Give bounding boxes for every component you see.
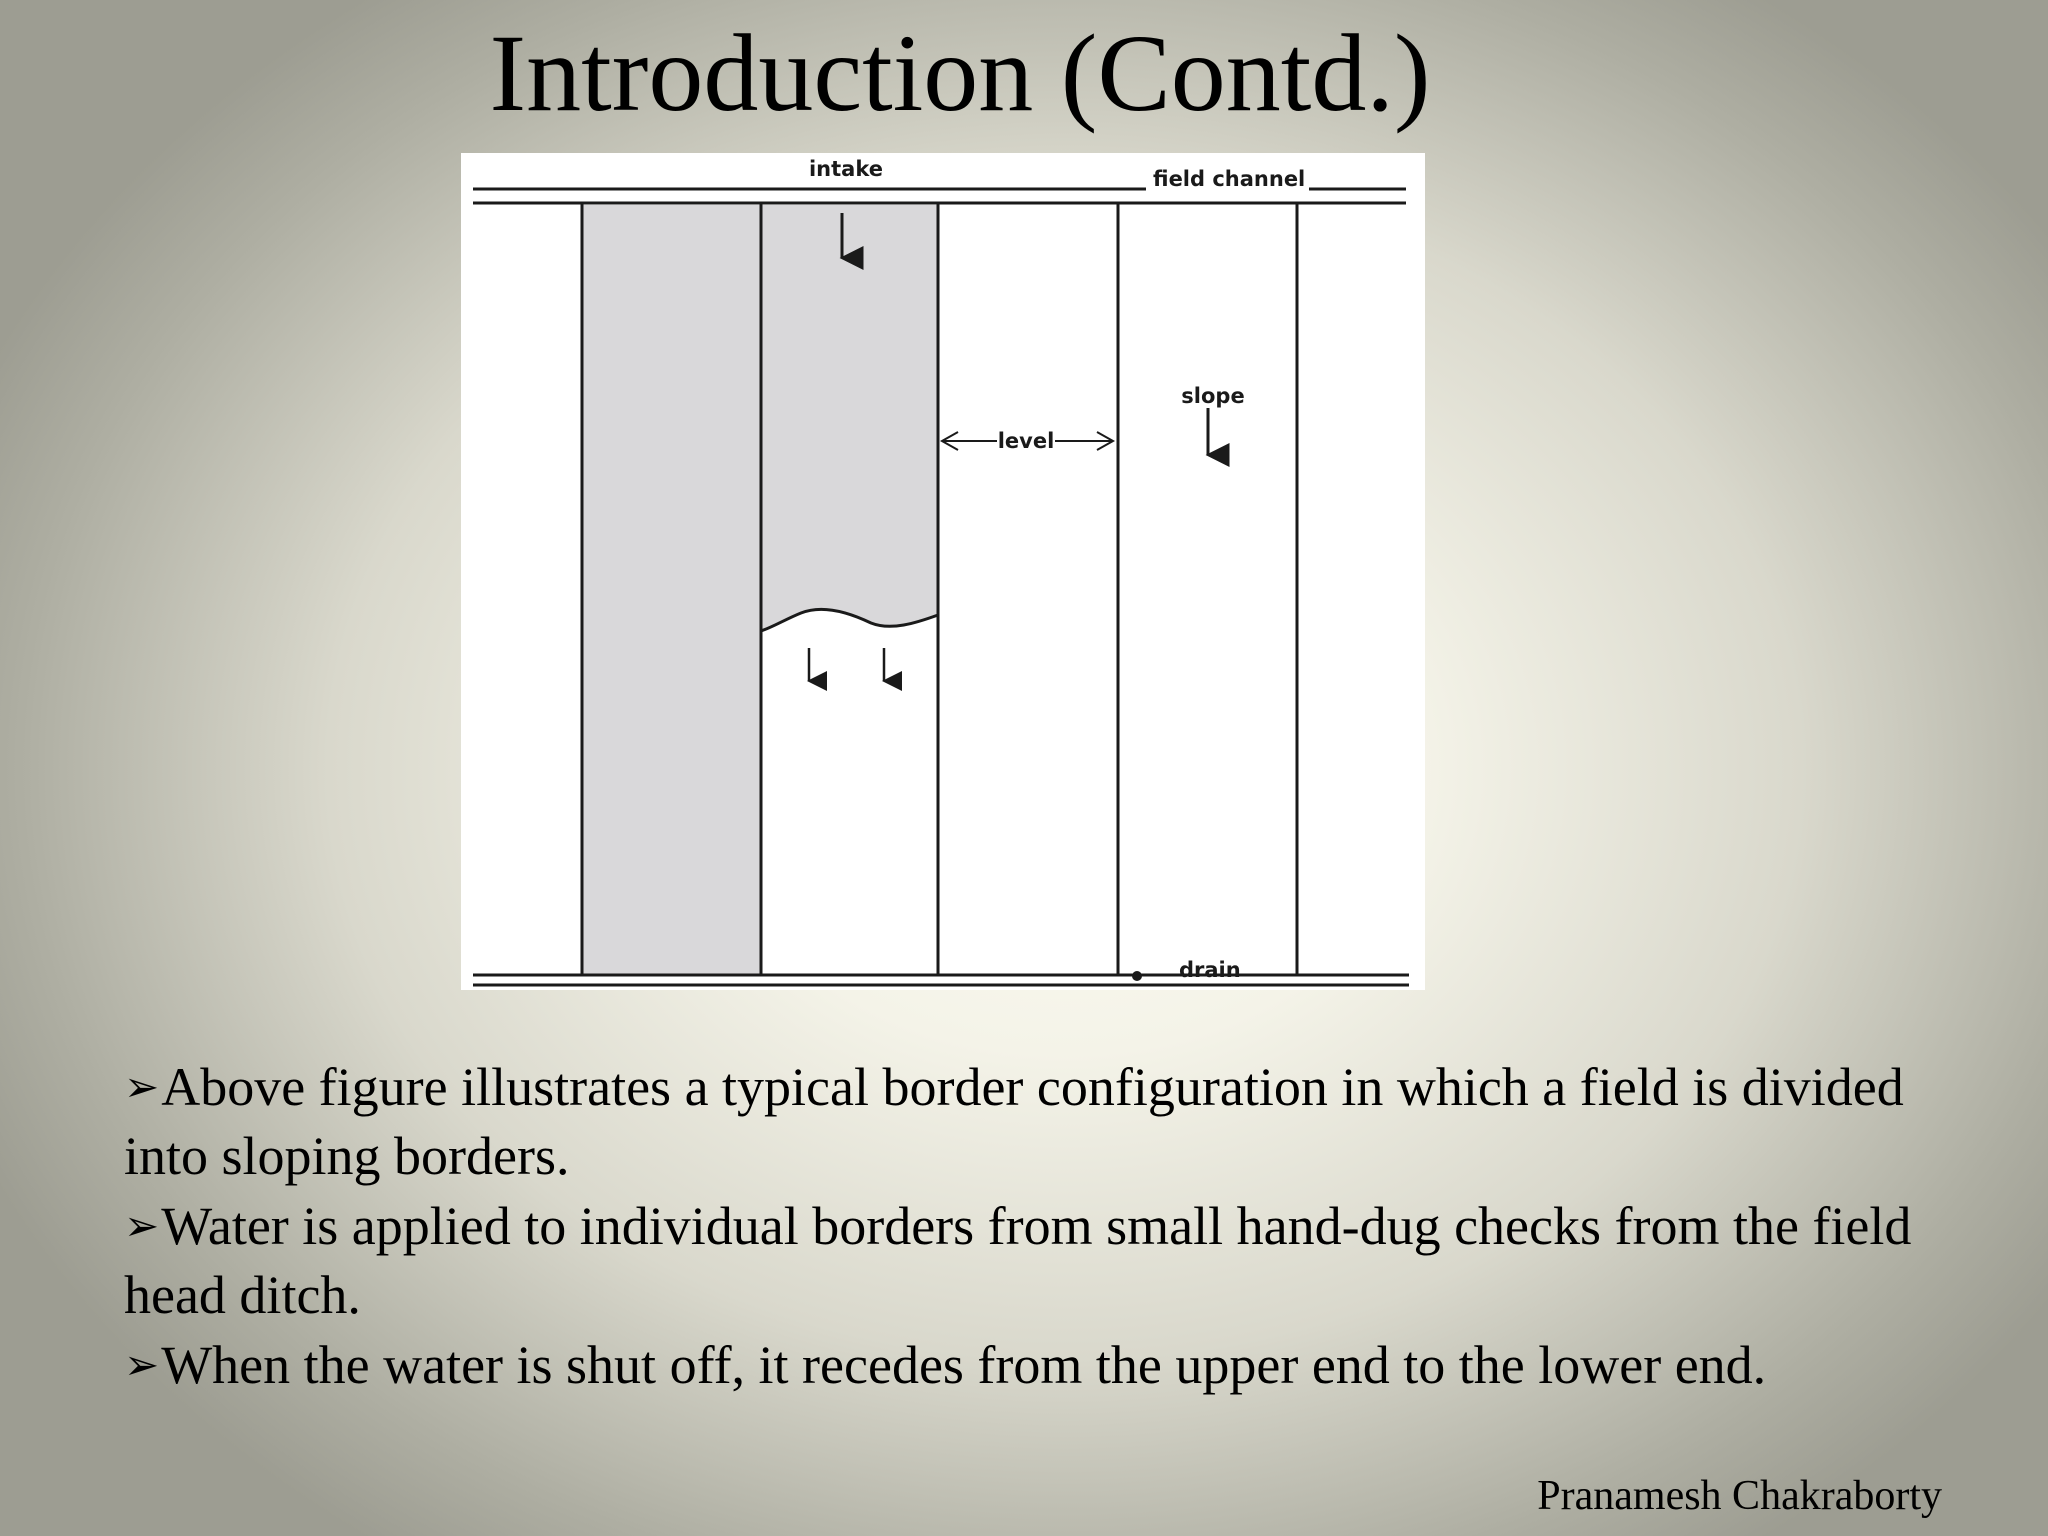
bullet-item [124, 1052, 1984, 1191]
bullet-arrow-icon: ➢ [124, 1062, 160, 1111]
bullet-text: Above figure illustrates a typical border configuration in which a field is divided into sloping borders. [124, 1057, 1904, 1186]
drain-label: drain [1179, 958, 1241, 982]
bullet-text: When the water is shut off, it recedes from the upper end to the lower end. [161, 1335, 1767, 1395]
diagram-canvas [461, 153, 1425, 990]
slope-label: slope [1181, 384, 1245, 408]
bullet-item [124, 1191, 1984, 1330]
field-channel-label: field channel [1153, 167, 1306, 191]
author-name: Pranamesh Chakraborty [1537, 1473, 1942, 1519]
drain-outlet [1132, 971, 1142, 981]
wetted-border-1 [582, 205, 761, 975]
bullet-arrow-icon: ➢ [124, 1340, 160, 1389]
level-label: level [997, 429, 1055, 453]
bullet-arrow-icon: ➢ [124, 1201, 160, 1250]
bullet-item [124, 1330, 1984, 1400]
bullet-text: Water is applied to individual borders from small hand-dug checks from the field head ditch. [124, 1196, 1912, 1325]
bullet-list [124, 1052, 1984, 1400]
wetted-border-2 [761, 205, 938, 631]
slide-title: Introduction (Contd.) [489, 12, 1431, 134]
intake-label: intake [808, 157, 884, 181]
border-irrigation-diagram [461, 153, 1425, 990]
